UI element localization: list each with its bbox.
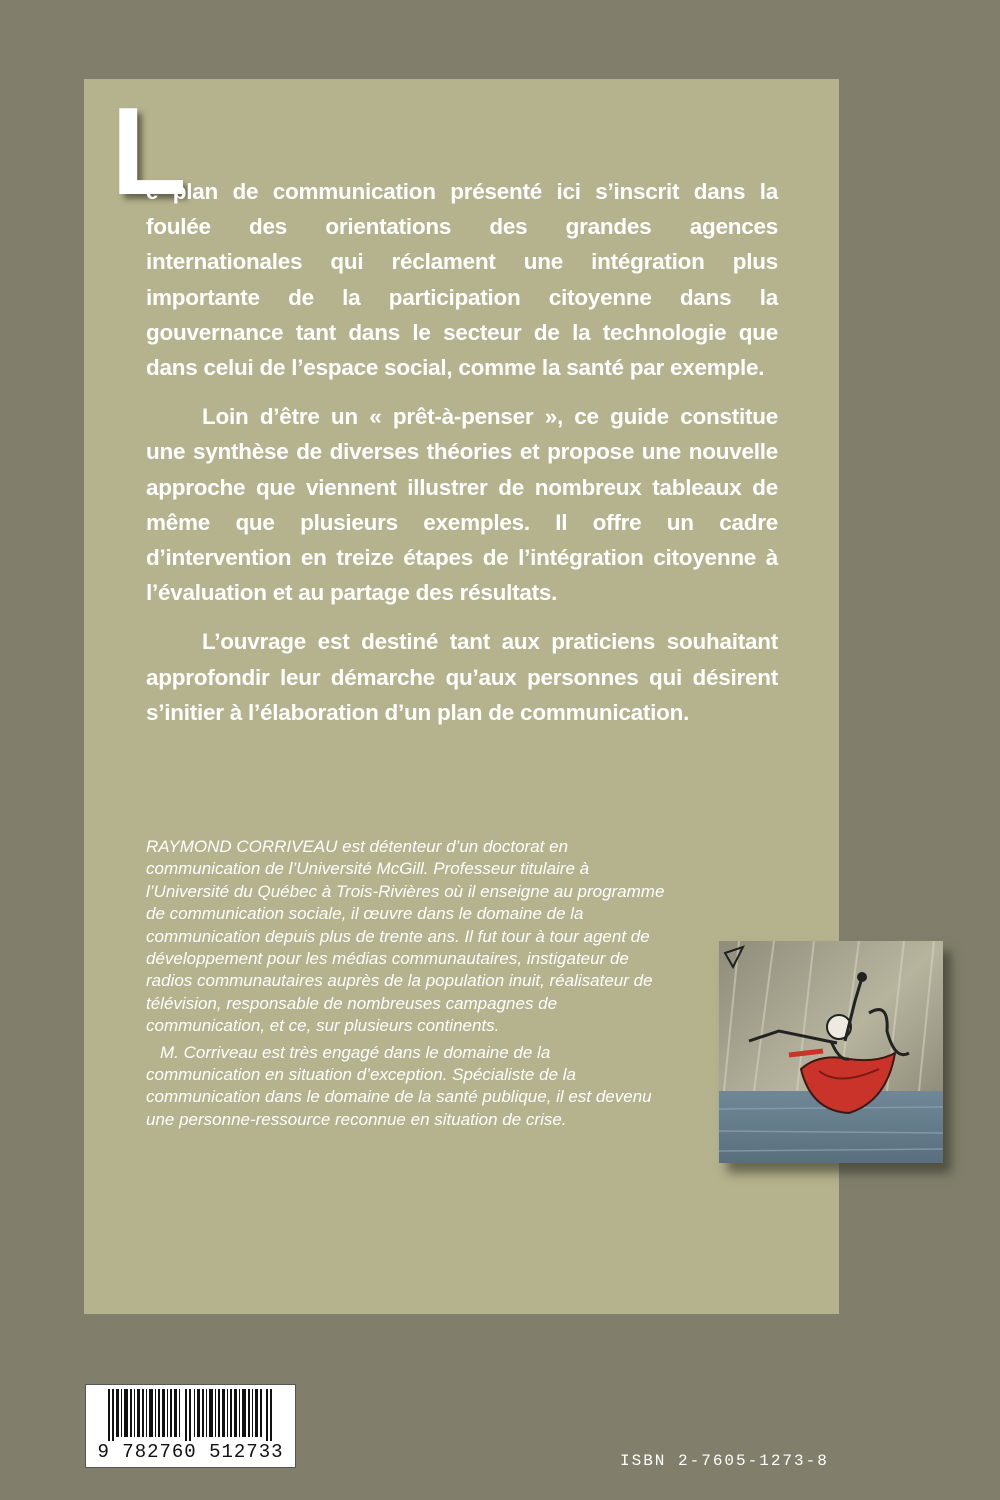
drop-cap bbox=[111, 83, 187, 221]
barcode-bars bbox=[86, 1385, 295, 1441]
barcode-number: 9 782760 512733 bbox=[97, 1441, 284, 1463]
cover-illustration bbox=[719, 941, 943, 1163]
drop-cap-letter: L bbox=[111, 83, 187, 221]
isbn: ISBN 2-7605-1273-8 bbox=[620, 1452, 829, 1470]
blurb-paragraph-2: Loin d’être un « prêt-à-penser », ce guide constitue une synthèse de diverses théories et propose une nouvelle approche que viennent illustrer de nombreux tableaux de même que plusieurs exemples. Il offre un cadre d’intervention en treize étapes de l’intégration citoyenne à l’évaluation et au partage des résultats. bbox=[146, 404, 778, 606]
blurb bbox=[146, 174, 778, 744]
author-bio-paragraph-1: RAYMOND CORRIVEAU est détenteur d’un doctorat en communication de l’Université McGill. Professeur titulaire à l’Université du Québec à Trois-Rivières où il enseigne au programme de communication sociale, il œuvre dans le domaine de la communication depuis plus de trente ans. Il fut tour à tour agent de développement pour les médias communautaires, instigateur de radios communautaires auprès de la population inuit, réalisateur de télévision, responsable de nombreuses campagnes de communication, et ce, sur plusieurs continents. bbox=[146, 837, 665, 1036]
boat-drawing bbox=[719, 941, 943, 1163]
blurb-paragraph-1: e plan de communication présenté ici s’inscrit dans la foulée des orientations des grandes agences internationales qui réclament une intégration plus importante de la participation citoyenne dans la gouvernance tant dans le secteur de la technologie que dans celui de l’espace social, comme la santé par exemple. bbox=[146, 179, 778, 381]
barcode bbox=[85, 1384, 296, 1468]
author-bio bbox=[146, 836, 666, 1131]
blurb-paragraph-3: L’ouvrage est destiné tant aux praticiens souhaitant approfondir leur démarche qu’aux personnes qui désirent s’initier à l’élaboration d’un plan de communication. bbox=[146, 629, 778, 725]
author-bio-paragraph-2: M. Corriveau est très engagé dans le domaine de la communication en situation d’exception. Spécialiste de la communication dans le domaine de la santé publique, il est devenu une personne-ressource reconnue en situation de crise. bbox=[146, 1042, 652, 1129]
